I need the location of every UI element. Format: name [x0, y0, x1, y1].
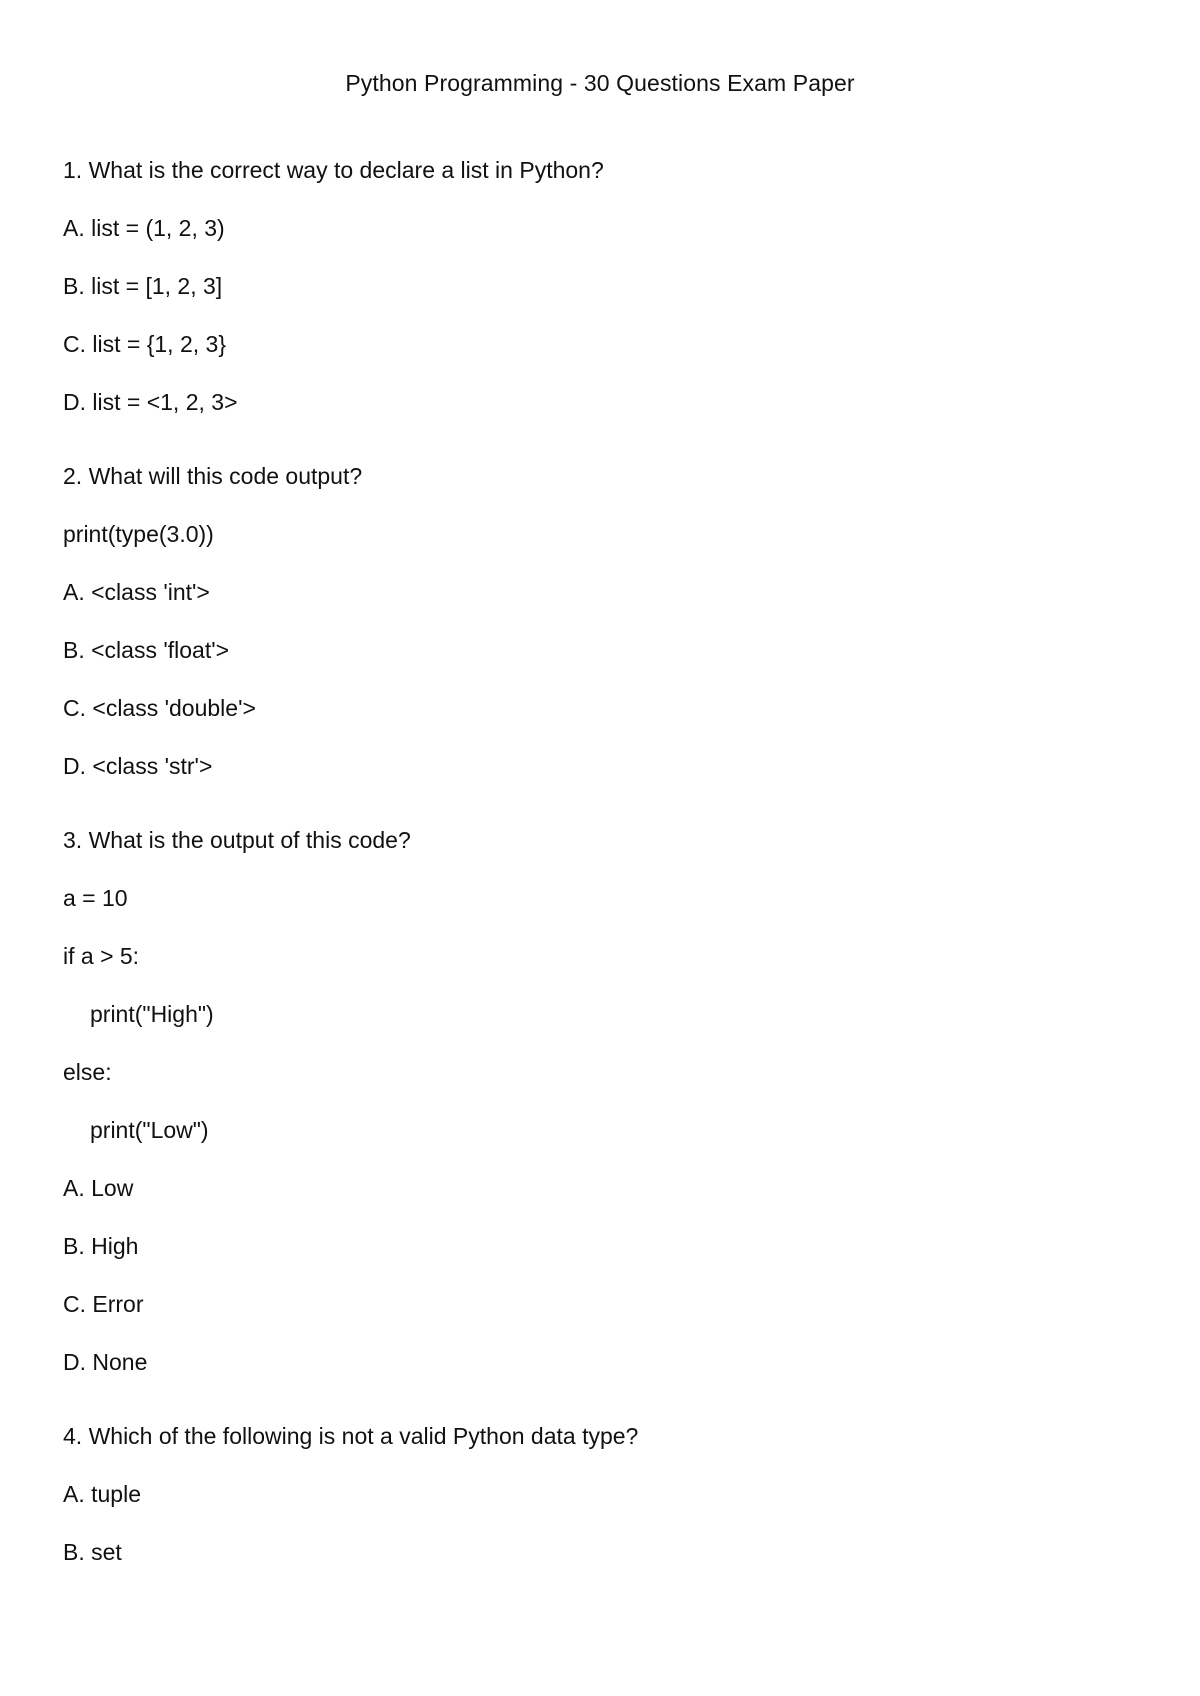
question-3-code-line: if a > 5:	[63, 943, 140, 969]
question-3-option-a: A. Low	[63, 1175, 134, 1201]
page-title: Python Programming - 30 Questions Exam Paper	[345, 70, 855, 96]
question-3-prompt: 3. What is the output of this code?	[63, 827, 411, 853]
question-3-option-d: D. None	[63, 1349, 148, 1375]
question-3-option-b: B. High	[63, 1233, 139, 1259]
question-3-code-line: else:	[63, 1059, 112, 1085]
question-4-prompt: 4. Which of the following is not a valid Python data type?	[63, 1423, 639, 1449]
question-2-prompt: 2. What will this code output?	[63, 463, 363, 489]
question-2-code-line: print(type(3.0))	[63, 521, 214, 547]
question-2-option-a: A. <class 'int'>	[63, 579, 210, 605]
question-1-option-b: B. list = [1, 2, 3]	[63, 273, 223, 299]
question-3-code-line: a = 10	[63, 885, 128, 911]
question-3-code-line: print("High")	[90, 1001, 214, 1027]
question-3-option-c: C. Error	[63, 1291, 144, 1317]
question-1-option-c: C. list = {1, 2, 3}	[63, 331, 227, 357]
question-4-option-b: B. set	[63, 1539, 122, 1565]
question-1-option-a: A. list = (1, 2, 3)	[63, 215, 225, 241]
question-2-option-c: C. <class 'double'>	[63, 695, 256, 721]
question-2-option-d: D. <class 'str'>	[63, 753, 213, 779]
question-2-option-b: B. <class 'float'>	[63, 637, 230, 663]
question-3-code-line: print("Low")	[90, 1117, 209, 1143]
question-1-option-d: D. list = <1, 2, 3>	[63, 389, 238, 415]
question-4-option-a: A. tuple	[63, 1481, 141, 1507]
question-1-prompt: 1. What is the correct way to declare a list in Python?	[63, 157, 604, 183]
